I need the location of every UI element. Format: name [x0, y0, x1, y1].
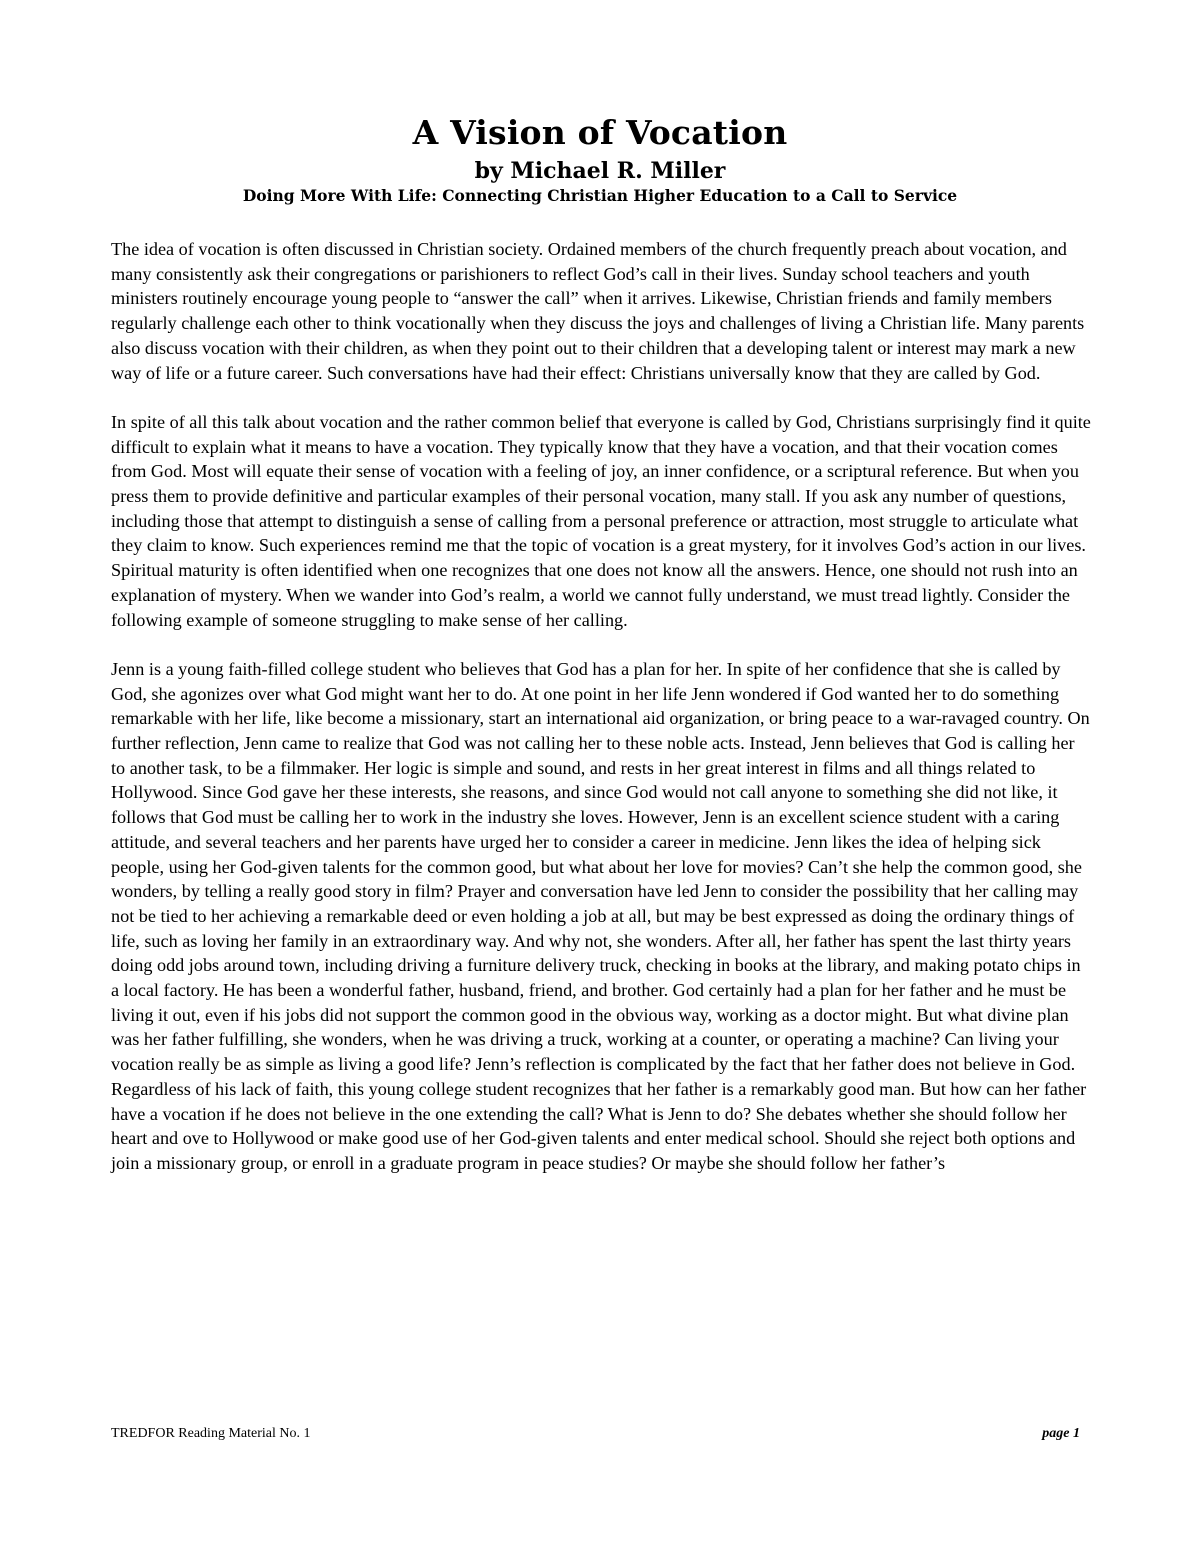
document-title: A Vision of Vocation — [412, 113, 788, 152]
document-subtitle: Doing More With Life: Connecting Christian Higher Education to a Call to Service — [242, 186, 958, 205]
page-number: page 1 — [1042, 1426, 1080, 1441]
document-author: by Michael R. Miller — [474, 158, 726, 184]
footer-source: TREDFOR Reading Material No. 1 — [111, 1426, 311, 1441]
page-footer — [111, 1424, 1080, 1444]
body-paragraph: In spite of all this talk about vocation and the rather common belief that everyone is called by God, Christians surprisingly find it quite difficult to explain what it means to have a vocation. They typically know that they have a vocation, and that their vocation comes from God. Most will equate their sense of vocation with a feeling of joy, an inner confidence, or a scriptural reference. But when you press them to provide definitive and particular examples of their personal vocation, many stall. If you ask any number of questions, including those that attempt to distinguish a sense of calling from a personal preference or attraction, most struggle to articulate what they claim to know. Such experiences remind me that the topic of vocation is a great mystery, for it involves God’s action in our lives. Spiritual maturity is often identified when one recognizes that one does not know all the answers. Hence, one should not rush into an explanation of mystery. When we wander into God’s realm, a world we cannot fully understand, we must tread lightly. Consider the following example of someone struggling to make sense of her calling. — [111, 411, 1091, 630]
body-paragraph: The idea of vocation is often discussed in Christian society. Ordained members of the church frequently preach about vocation, and many consistently ask their congregations or parishioners to reflect God’s call in their lives. Sunday school teachers and youth ministers routinely encourage young people to “answer the call” when it arrives. Likewise, Christian friends and family members regularly challenge each other to think vocationally when they discuss the joys and challenges of living a Christian life. Many parents also discuss vocation with their children, as when they point out to their children that a developing talent or interest may mark a new way of life or a future career. Such conversations have had their effect: Christians universally know that they are called by God. — [111, 239, 1085, 383]
body-paragraph: Jenn is a young faith-filled college student who believes that God has a plan for her. In spite of her confidence that she is called by God, she agonizes over what God might want her to do. At one point in her life Jenn wondered if God wanted her to do something remarkable with her life, like become a missionary, start an international aid organization, or bring peace to a war-ravaged country. On further reflection, Jenn came to realize that God was not calling her to these noble acts. Instead, Jenn believes that God is calling her to another task, to be a filmmaker. Her logic is simple and sound, and rests in her great interest in films and all things related to Hollywood. Since God gave her these interests, she reasons, and since God would not call anyone to something she did not like, it follows that God must be calling her to work in the industry she loves. However, Jenn is an excellent science student with a caring attitude, and several teachers and her parents have urged her to consider a career in medicine. Jenn likes the idea of helping sick people, using her God-given talents for the common good, but what about her love for movies? Can’t she help the common good, she wonders, by telling a really good story in film? Prayer and conversation have led Jenn to consider the possibility that her calling may not be tied to her achieving a remarkable deed or even holding a job at all, but may be best expressed as doing the ordinary things of life, such as loving her family in an extraordinary way. And why not, she wonders. After all, her father has spent the last thirty years doing odd jobs around town, including driving a furniture delivery truck, checking in books at the library, and making potato chips in a local factory. He has been a wonderful father, husband, friend, and brother. God certainly had a plan for her father and he must be living it out, even if his jobs did not support the common good in the obvious way, working as a doctor might. But what divine plan was her father fulfilling, she wonders, when he was driving a truck, working at a counter, or operating a machine? Can living your vocation really be as simple as living a good life? Jenn’s reflection is complicated by the fact that her father does not believe in God. Regardless of his lack of faith, this young college student recognizes that her father is a remarkably good man. But how can her father have a vocation if he does not believe in the one extending the call? What is Jenn to do? She debates whether she should follow her heart and ove to Hollywood or make good use of her God-given talents and enter medical school. Should she reject both options and join a missionary group, or enroll in a graduate program in peace studies? Or maybe she should follow her father’s — [111, 658, 1090, 1173]
document-body — [111, 237, 1091, 1200]
